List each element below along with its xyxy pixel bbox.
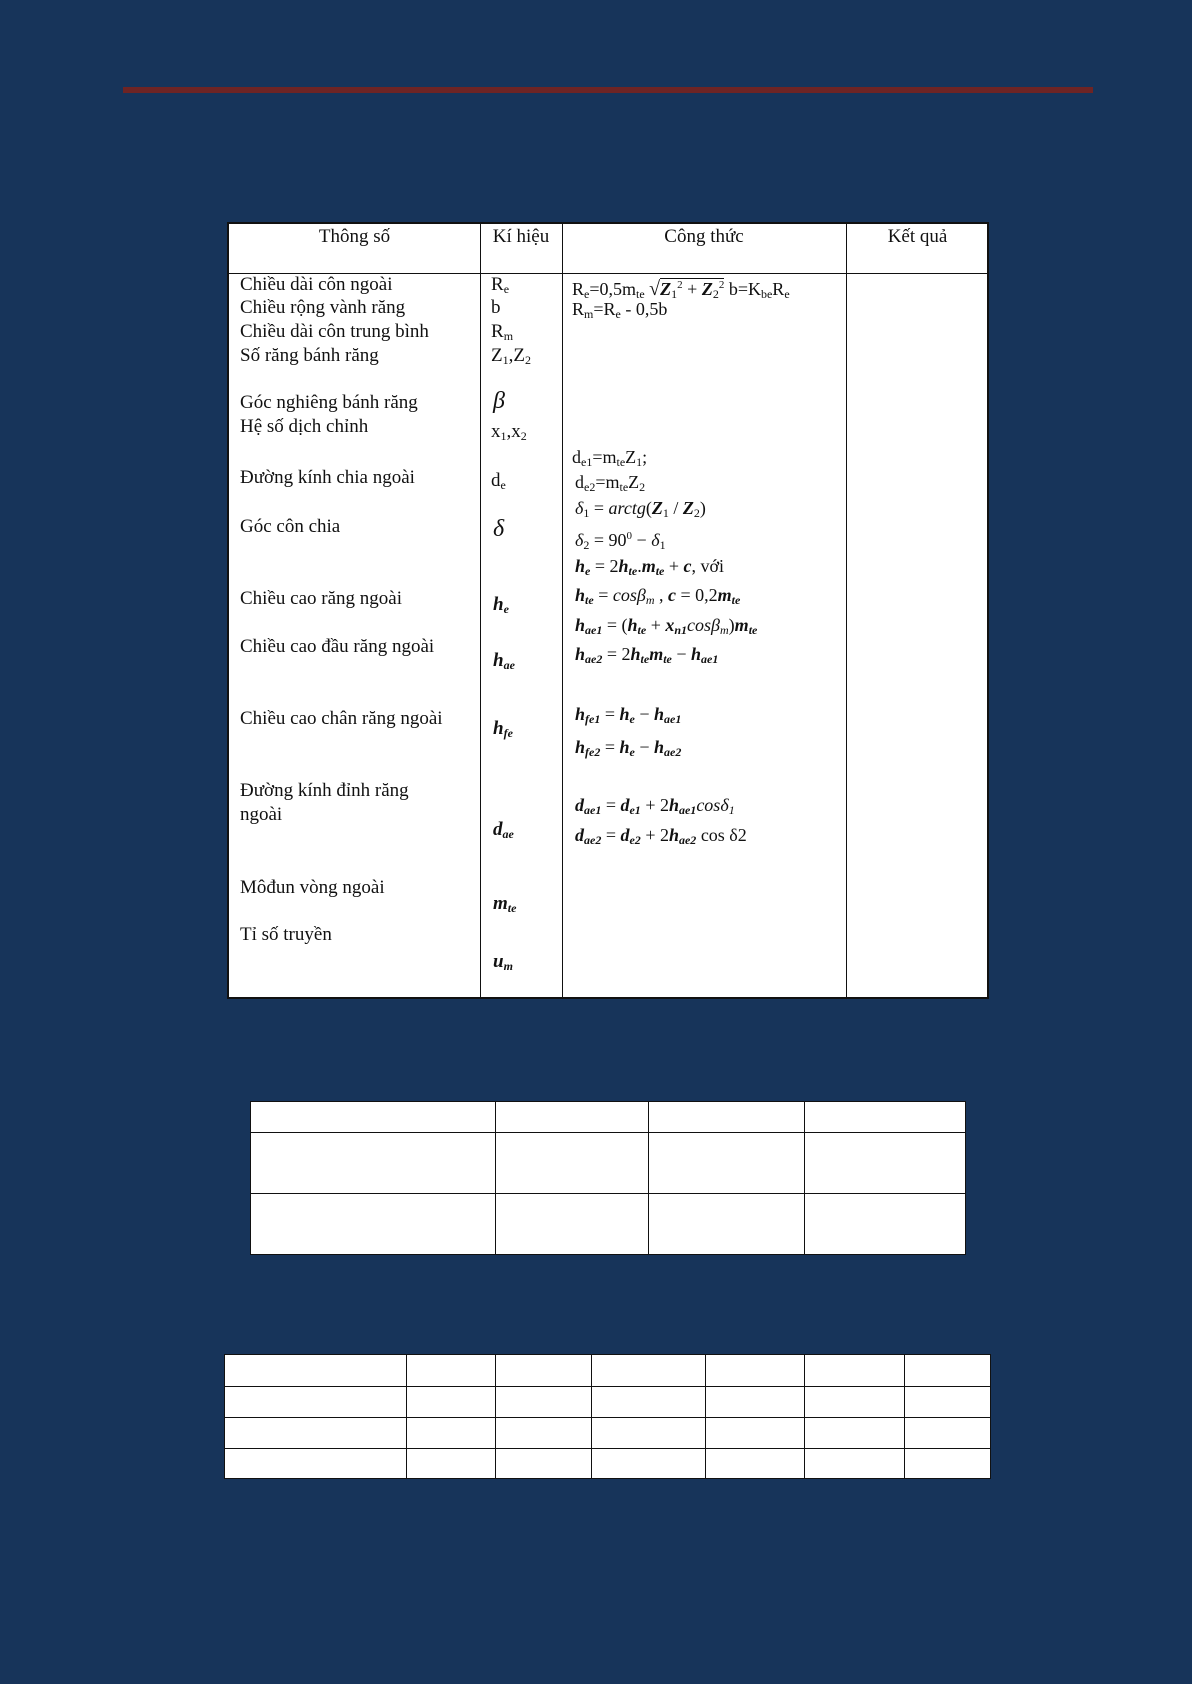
param-name: Chiều dài côn ngoài — [240, 274, 393, 295]
symbol-re: $R_e$ — [491, 274, 510, 296]
param-name: Góc côn chia — [240, 516, 341, 537]
header-symbol: Kí hiệu — [492, 226, 550, 247]
header-formula: Công thức — [664, 226, 744, 247]
formula-rm: $R_m=R_e - 0,5b$ — [572, 299, 668, 321]
param-name: Góc nghiêng bánh răng — [240, 392, 418, 413]
symbol-de: $d_e$ — [491, 470, 506, 492]
formula-hae1: $h_{ae1} = (h_{te} + x_{n1}\cos\beta_m)m_{te}$ — [575, 615, 758, 637]
formula-hfe2: $h_{fe2} = h_e - h_{ae2}$ — [575, 737, 682, 759]
symbol-rm: $R_m$ — [491, 321, 514, 343]
formula-re: $R_e=0,5m_{te}$ $√Z_1^2 + Z_2^2$ $b=K_{be}R_e$ — [572, 278, 790, 301]
symbol-b: b — [491, 297, 501, 318]
formula-hfe1: $h_{fe1} = h_e - h_{ae1}$ — [575, 704, 682, 726]
symbol-he: $h_e$ — [493, 594, 509, 616]
formula-delta2: $\delta_2 = 90^0 - \delta_1$ — [575, 530, 666, 552]
param-name: Chiều cao răng ngoài — [240, 588, 402, 609]
formula-cos-delta2: cos δ2 — [700, 825, 747, 845]
blank-table-2 — [250, 1101, 966, 1255]
formula-de2: $d_{e2}=m_{te}Z_2$ — [575, 472, 646, 494]
parameter-table — [227, 222, 989, 999]
formula-de1: $d_{e1}=m_{te}Z_1$; — [572, 447, 648, 469]
param-name: Hệ số dịch chỉnh — [240, 416, 369, 437]
symbol-x: $x_1,x_2$ — [491, 421, 527, 443]
symbol-hfe: $h_{fe}$ — [493, 718, 513, 740]
symbol-beta: β — [493, 388, 505, 414]
formula-hte: $h_{te} = \cos\beta_m$ , $c = 0,2m_{te}$ — [575, 585, 741, 607]
param-name: Chiều cao đầu răng ngoài — [240, 636, 435, 657]
param-name: Môđun vòng ngoài — [240, 877, 385, 898]
param-name: Chiều rộng vành răng — [240, 297, 406, 318]
param-name: Số răng bánh răng — [240, 345, 379, 366]
param-name: Chiều dài côn trung bình — [240, 321, 429, 342]
symbol-mte: $m_{te}$ — [493, 893, 517, 915]
formula-voi-text: , với — [691, 556, 725, 576]
param-name: Chiều cao chân răng ngoài — [240, 708, 443, 729]
formula-dae2: $d_{ae2} = d_{e2} + 2h_{ae2}$ cos δ2 — [575, 825, 747, 847]
header-parameter: Thông số — [318, 226, 391, 247]
formula-dae1: $d_{ae1} = d_{e1} + 2h_{ae1}\cos\delta_1$ — [575, 795, 735, 817]
formula-delta1: $\delta_1$ = $arctg(Z_1 / Z_2)$ — [575, 498, 706, 520]
symbol-delta: δ — [493, 516, 505, 542]
symbol-hae: $h_{ae}$ — [493, 650, 515, 672]
symbol-z: $Z_1,Z_2$ — [491, 345, 531, 367]
symbol-dae: $d_{ae}$ — [493, 819, 514, 841]
param-name: Tỉ số truyền — [240, 924, 332, 945]
param-name: Đường kính chia ngoài — [240, 467, 415, 488]
param-name: Đường kính đỉnh răng — [240, 780, 409, 801]
param-name: ngoài — [240, 804, 283, 825]
formula-hae2: $h_{ae2} = 2h_{te}m_{te} - h_{ae1}$ — [575, 644, 719, 666]
header-rule — [123, 87, 1093, 93]
symbol-um: $u_m$ — [493, 951, 513, 973]
blank-table-3 — [224, 1354, 991, 1479]
header-result: Kết quả — [887, 226, 948, 247]
formula-he: $h_e = 2h_{te}.m_{te} + c$, với — [575, 556, 725, 578]
